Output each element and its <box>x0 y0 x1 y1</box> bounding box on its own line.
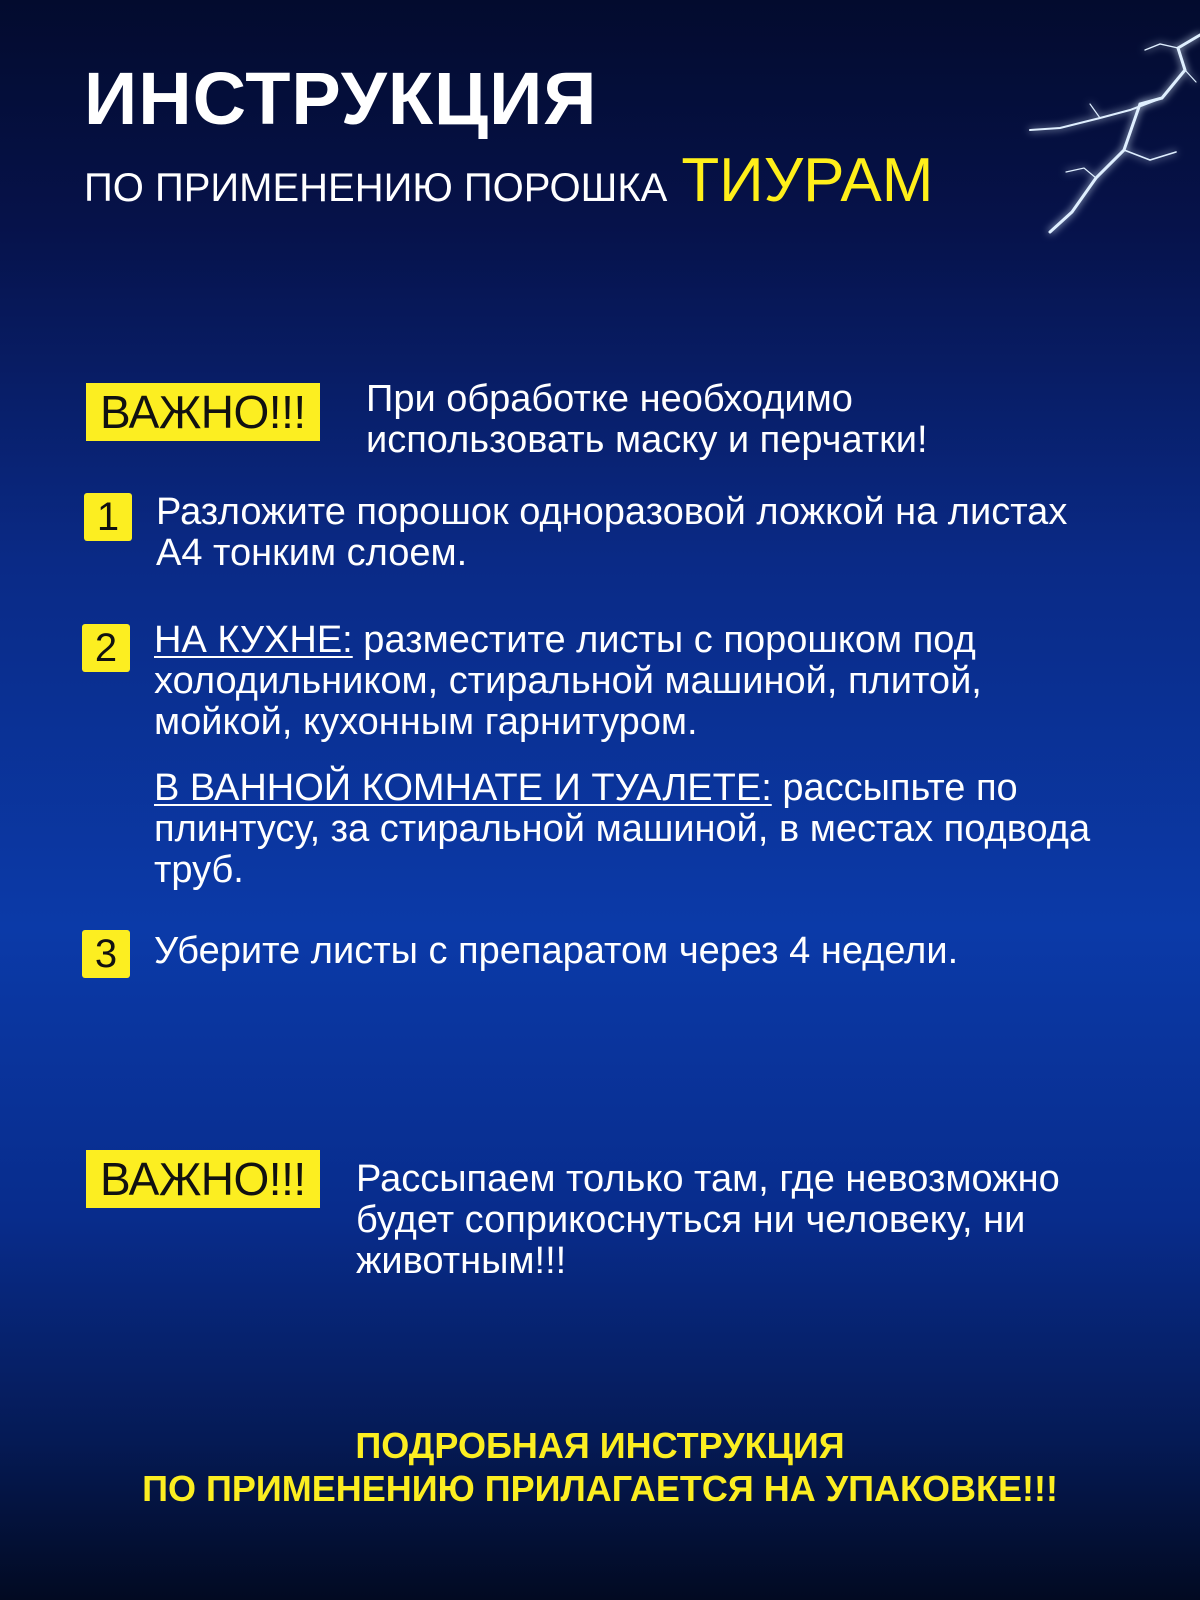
subtitle-text: ПО ПРИМЕНЕНИЮ ПОРОШКА <box>84 166 668 210</box>
footer-line-1: ПОДРОБНАЯ ИНСТРУКЦИЯ <box>355 1425 845 1466</box>
step-3-text: Уберите листы с препаратом через 4 недели. <box>154 930 959 972</box>
product-name: ТИУРАМ <box>681 146 934 215</box>
kitchen-label: НА КУХНЕ: <box>154 619 353 661</box>
page-title: ИНСТРУКЦИЯ <box>84 57 598 140</box>
footer-line-2: ПО ПРИМЕНЕНИЮ ПРИЛАГАЕТСЯ НА УПАКОВКЕ!!! <box>142 1468 1058 1509</box>
step-2-number: 2 <box>82 624 130 672</box>
warning-badge-top: ВАЖНО!!! <box>86 383 320 441</box>
footer-note <box>0 1424 1200 1510</box>
warning-text-top: При обработке необходимо использовать маску и перчатки! <box>366 378 928 461</box>
bathroom-text: рассыпьте по плинтусу, за стиральной машиной, в местах подвода труб. <box>154 767 1091 891</box>
step-1-number: 1 <box>84 493 132 541</box>
warning-badge-bottom: ВАЖНО!!! <box>86 1150 320 1208</box>
lightning-decoration <box>1000 0 1200 300</box>
step-3-number: 3 <box>82 930 130 978</box>
page-subtitle <box>84 146 934 215</box>
kitchen-text: разместите листы с порошком под холодильником, стиральной машиной, плитой, мойкой, кухонным гарнитуром. <box>154 619 982 743</box>
step-1-text: Разложите порошок одноразовой ложкой на листах А4 тонким слоем. <box>156 491 1068 574</box>
bathroom-label: В ВАННОЙ КОМНАТЕ И ТУАЛЕТЕ: <box>154 767 772 809</box>
warning-text-bottom: Рассыпаем только там, где невозможно будет соприкоснуться ни человеку, ни животным!!! <box>356 1158 1060 1282</box>
step-2-kitchen <box>154 620 1094 743</box>
step-2-bathroom <box>154 768 1094 891</box>
